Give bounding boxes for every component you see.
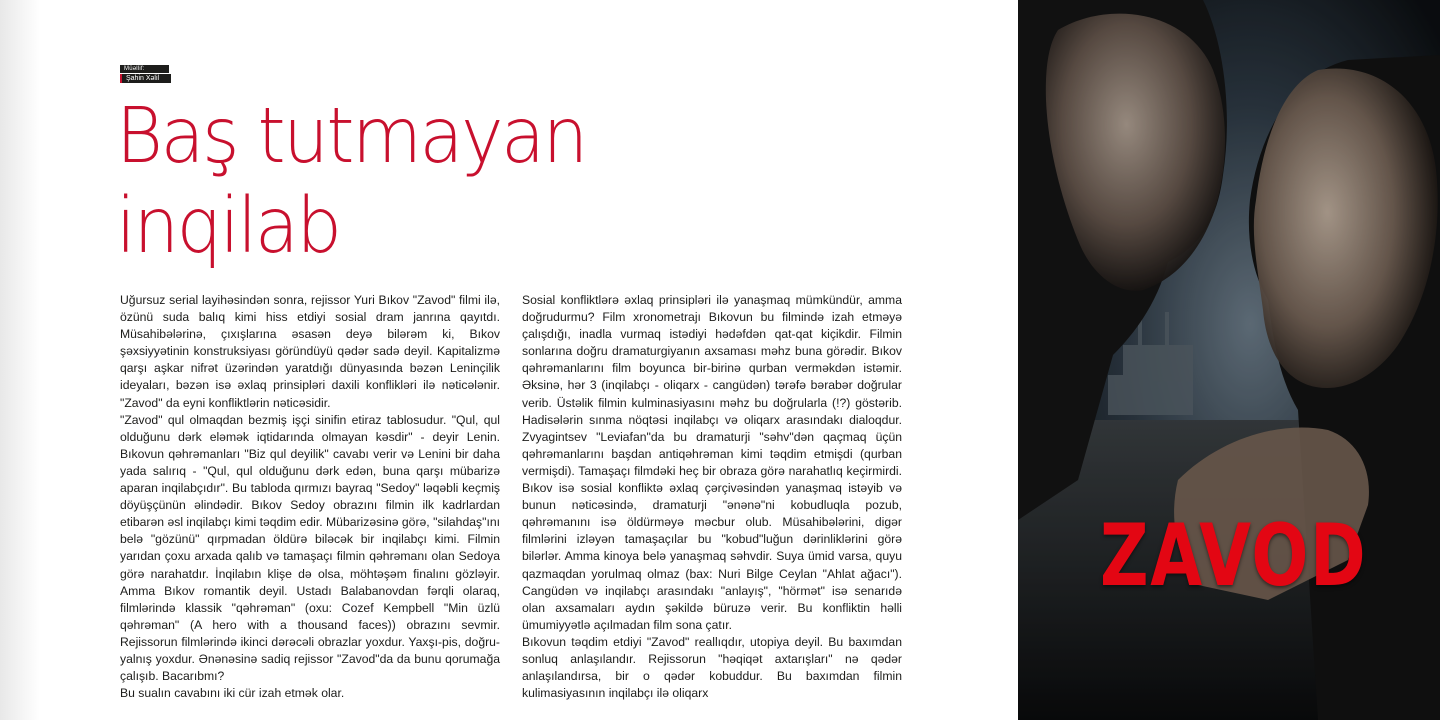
body-column-1 xyxy=(120,292,500,702)
poster-vignette xyxy=(1018,0,1440,720)
body-column-2 xyxy=(522,292,902,702)
headline-line-2: inqilab xyxy=(116,182,340,271)
author-role-label: Müəllif: xyxy=(120,65,169,73)
page-fold-shadow xyxy=(0,0,40,720)
film-poster xyxy=(1018,0,1440,720)
poster-title: ZAVOD xyxy=(1100,506,1368,606)
paragraph: Bıkovun təqdim etdiyi "Zavod" reallıqdır, utopiya deyil. Bu baxımdan sonluq anlaşılandır. Rejissorun "həqiqət axtarışları" nə qədər anlaşılandırsa, bir o qədər kobuddur. Bu baxımdan filmin kulimasiyasının inqilabçı ilə oliqarx xyxy=(522,634,902,701)
paragraph: Uğursuz serial layihəsindən sonra, rejissor Yuri Bıkov "Zavod" filmi ilə, özünü suda balıq kimi hiss etdiyi sosial dram janrına qayıtdı. Müsahibələrinə, çıxışlarına əsasən deyə bilərəm ki, Bıkov şəxsiyyətinin konstruksiyası göründüyü qədər sadə deyil. Kapitalizmə qarşı aşkar nifrət üzərindən yaratdığı dünyasında bəzən Leninçilik ideyaları, bəzən isə əxlaq prinsipləri daxili konflikləri ilə nəticələnir. "Zavod" da eyni konfliktlərin nəticəsidir. xyxy=(120,293,500,410)
author-name: Şahin Xəlil xyxy=(120,74,171,83)
author-credit xyxy=(120,65,171,83)
poster-artwork xyxy=(1018,0,1440,720)
paragraph: Bu sualın cavabını iki cür izah etmək olar. xyxy=(120,686,345,701)
article-headline xyxy=(116,92,586,272)
paragraph: Sosial konfliktlərə əxlaq prinsipləri ilə yanaşmaq mümkündür, amma doğrudurmu? Film xronometrajı Bıkovun bu filmində izah etməyə çalışdığı, inadla vurmaq istədiyi hədəfdən qat-qat kiçikdir. Filmin sonlarına doğru dramaturgiyanın axsaması məhz buna görədir. Bıkov qəhrəmanlarını film boyunca bir-birinə qurban verməkdən istəmir. Əksinə, hər 3 (inqilabçı - oliqarx - cangüdən) tərəfə bərabər doğrular verib. Üstəlik filmin kulminasiyasını məhz bu doğrularla (!?) göstərib. Hadisələrin sınma nöqtəsi inqilabçı və oliqarx arasındakı dialoqdur. Zvyagintsev "Leviafan"da bu dramaturji "səhv"dən qaçmaq üçün qəhrəmanlarını başdan antiqəhrəman kimi təqdim etmişdi (qurban vermişdi). Tamaşaçı filmdəki heç bir obraza görə narahatlıq keçirmirdi. Bıkov isə sosial konfliktə əxlaq çərçivəsindən yanaşmaq istəyib və bunun nəticəsində, dramaturji "ənənə"ni kobudluqla pozub, qəhrəmanını isə öldürməyə məcbur olub. Müsahibələrini, digər filmlərini izləyən tamaşaçılar bu "kobud"luğun dərinliklərini görə bilərlər. Amma kinoya belə yanaşmaq səhvdir. Suya ümid varsa, quyu qazmaqdan yorulmaq olmaz (bax: Nuri Bilge Ceylan "Ahlat ağacı"). Cangüdən və inqilabçı arasındakı "anlayış", "hörmət" isə senarıdə olan axsamaları aydın şəkildə büruzə verir. Bu konfliktin həlli ümumiyyətlə açılmadan film sona çatır. xyxy=(522,293,902,632)
headline-line-1: Baş tutmayan xyxy=(116,92,586,181)
paragraph: "Zavod" qul olmaqdan bezmiş işçi sinifin etiraz tablosudur. "Qul, qul olduğunu dərk eləmək iqtidarında olmayan kəsdir" - deyir Lenin. Bıkovun qəhrəmanları "Biz qul deyilik" cavabı verir və Lenini bir daha yada salırıq - "Qul, qul olduğunu dərk edən, buna qarşı mübarizə aparan inqilabçıdır". Bu tabloda qırmızı bayraq "Sedoy" ləqəbli keçmiş döyüşçünün əlindədir. Bıkov Sedoy obrazını filmin ilk kadrlardan etibarən əsl inqilabçı kimi təqdim edir. Mübarizəsinə görə, "silahdaş"ını belə "gözünü" qırpmadan öldürə biləcək bir inqilabçı kimi. Filmin yarıdan çoxu arxada qalıb və tamaşaçı filmin qəhrəmanı olan Sedoya görə narahatdır. İnqilabın klişe də olsa, möhtəşəm finalını gözləyir. Amma Bıkov romantik deyil. Ustadı Balabanovdan fərqli olaraq, filmlərində klassik "qəhrəman" (oxu: Cozef Kempbell "Min üzlü qəhrəman" (A hero with a thousand faces)) obrazını sevmir. Rejissorun filmlərində ikinci dərəcəli obrazlar yoxdur. Yaxşı-pis, doğru-yalnış yoxdur. Ənənəsinə sadiq rejissor "Zavod"da da bunu qorumağa çalışıb. Bacarıbmı? xyxy=(120,412,500,684)
